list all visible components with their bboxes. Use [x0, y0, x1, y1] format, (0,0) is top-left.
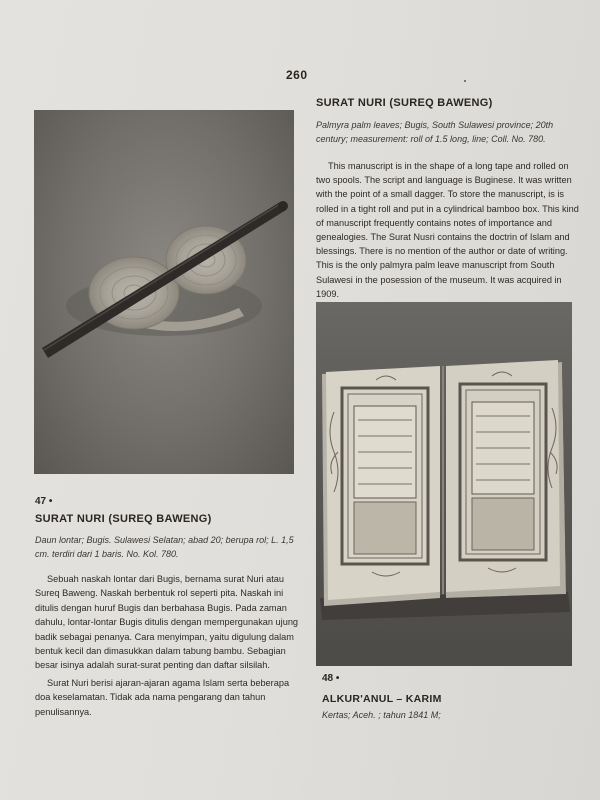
- entry-body-id-paragraph-1: Sebuah naskah lontar dari Bugis, bernama surat Nuri atau Sureq Baweng. Naskah berbentuk rol seperti pita. Naskah ini ditulis dengan huruf Bugis dan berbahasa Bugis. Pada zaman dahulu, lontar-lontar Bugis ditulis dengan mempergunakan ujung badik sebagai penanya. Cara menyimpan, yaitu digulung dalam bentuk kecil dan dimasukkan dalam tabung bambu. Sebagian besar isinya adalah surat-surat penting dan daftar silsilah.: [35, 574, 299, 671]
- figure-number-48: 48 •: [322, 673, 340, 684]
- entry-body-id: [35, 572, 305, 722]
- entry-meta-id: Daun lontar; Bugis. Sulawesi Selatan; abad 20; berupa rol; L. 1,5 cm. terdiri dari 1 baris. No. Kol. 780.: [35, 535, 294, 559]
- page-number: 260: [286, 68, 308, 82]
- entry-meta-en: Palmyra palm leaves; Bugis, South Sulawesi province; 20th century; measurement: roll of 1.5 long, line; Coll. No. 780.: [316, 120, 554, 144]
- entry-meta-48: Kertas; Aceh. ; tahun 1841 M;: [322, 710, 441, 720]
- entry-title-48: ALKUR'ANUL – KARIM: [322, 693, 442, 705]
- entry-body-en: This manuscript is in the shape of a long tape and rolled on two spools. The script and language is Buginese. It was written with the point of a small dagger. To store the manuscript, is is rolled in a tight roll and put in a cylindrical bamboo box. This kind of manuscript frequently contains notes of importance and genealogies. The Surat Nusri contains the doctrin of Islam and blessings. There is no mention of the author or date of writing. This is the only palmyra palm leave manuscript from South Sulawesi in the posession of the museum. It was acquired in 1909.: [316, 161, 579, 299]
- figure-number-47: 47 •: [35, 496, 53, 507]
- photo-alkuranul-karim: [316, 302, 572, 666]
- photo-surat-nuri: [34, 110, 294, 474]
- entry-body-id-paragraph-2: Surat Nuri berisi ajaran-ajaran agama Islam serta beberapa doa keselamatan. Tidak ada nama pengarang dan tahun penulisannya.: [35, 677, 290, 717]
- entry-title-en: SURAT NURI (SUREQ BAWENG): [316, 97, 493, 109]
- speck: [464, 80, 466, 82]
- entry-title-id: SURAT NURI (SUREQ BAWENG): [35, 513, 212, 525]
